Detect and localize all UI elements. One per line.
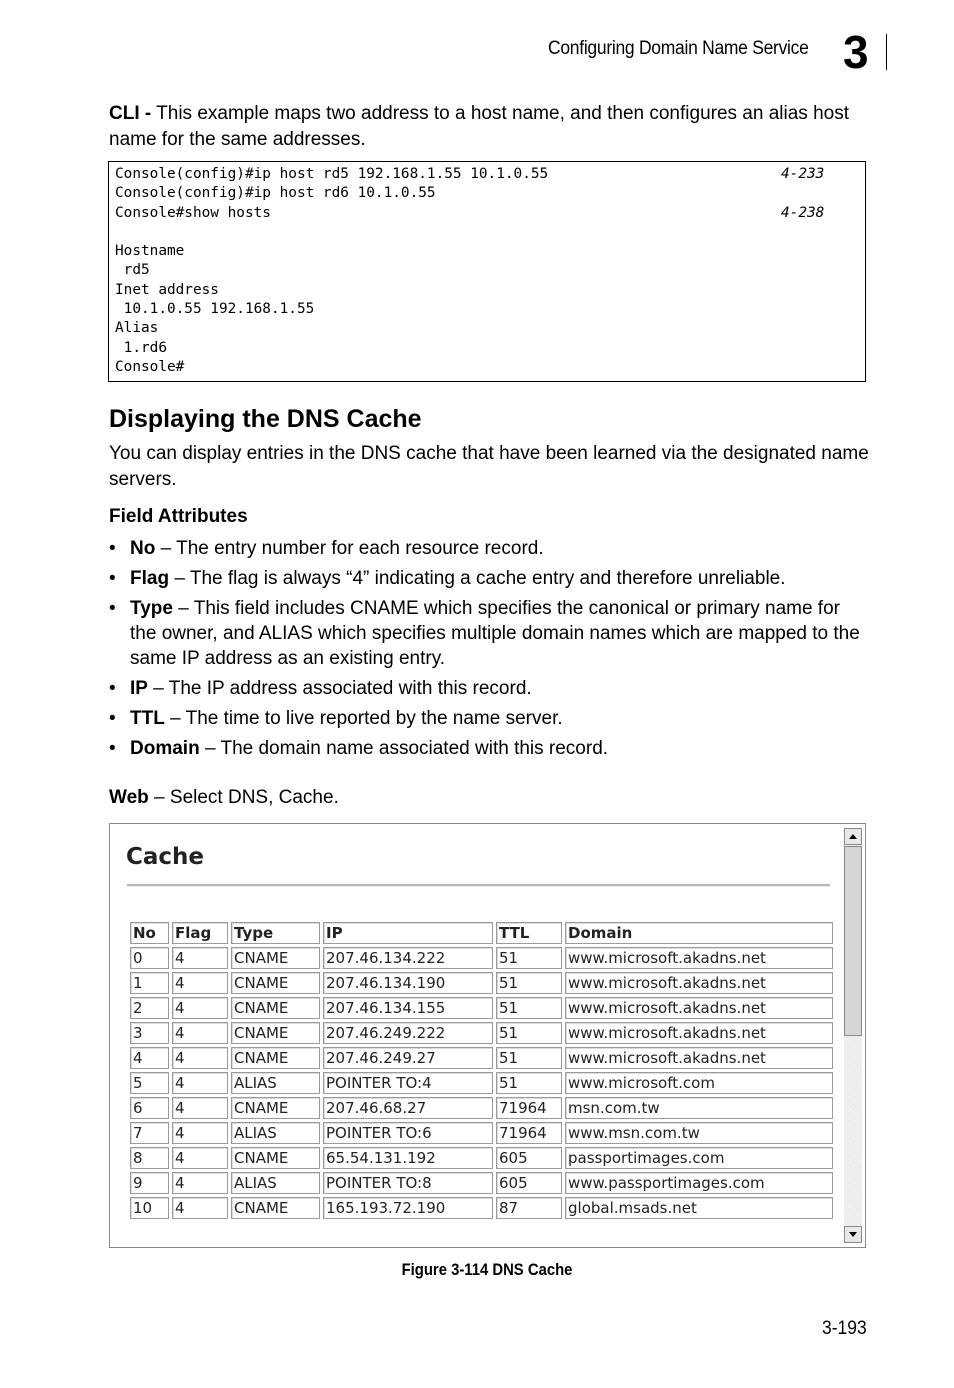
column-header: Type [231, 922, 320, 944]
attribute-description: – The entry number for each resource record. [155, 538, 544, 559]
title-divider [127, 884, 830, 887]
table-cell: 1 [130, 972, 169, 994]
code-text: Console#show hosts [115, 204, 271, 221]
table-row [130, 1197, 833, 1219]
table-cell: 51 [496, 1072, 562, 1094]
chapter-divider [886, 34, 887, 70]
table-cell: 10 [130, 1197, 169, 1219]
code-line [115, 204, 865, 223]
table-cell: msn.com.tw [565, 1097, 833, 1119]
table-row [130, 947, 833, 969]
column-header: No [130, 922, 169, 944]
column-header: Domain [565, 922, 833, 944]
table-cell: 4 [172, 1022, 228, 1044]
list-item [109, 596, 869, 671]
table-cell: www.microsoft.akadns.net [565, 997, 833, 1019]
attribute-term: Type [130, 598, 173, 619]
scrollbar-thumb[interactable] [844, 846, 862, 1036]
table-cell: 605 [496, 1147, 562, 1169]
table-cell: global.msads.net [565, 1197, 833, 1219]
table-cell: www.microsoft.akadns.net [565, 1047, 833, 1069]
attribute-description: – The flag is always “4” indicating a cache entry and therefore unreliable. [169, 568, 786, 589]
table-cell: www.microsoft.akadns.net [565, 947, 833, 969]
table-cell: 8 [130, 1147, 169, 1169]
code-line [115, 319, 865, 338]
column-header: IP [323, 922, 493, 944]
table-row [130, 1072, 833, 1094]
cli-code-block [108, 161, 866, 382]
attribute-term: TTL [130, 708, 165, 729]
section-intro: You can display entries in the DNS cache that have been learned via the designated name servers. [109, 443, 869, 490]
table-row [130, 1047, 833, 1069]
attribute-term: Domain [130, 738, 200, 759]
table-cell: 51 [496, 947, 562, 969]
list-item [109, 676, 869, 701]
table-cell: 207.46.134.155 [323, 997, 493, 1019]
code-text: 10.1.0.55 192.168.1.55 [115, 301, 315, 318]
table-cell: www.passportimages.com [565, 1172, 833, 1194]
table-cell: 9 [130, 1172, 169, 1194]
table-cell: 165.193.72.190 [323, 1197, 493, 1219]
scroll-down-button[interactable] [844, 1226, 862, 1243]
table-cell: www.microsoft.akadns.net [565, 972, 833, 994]
chapter-number: 3 [843, 26, 869, 78]
table-cell: CNAME [231, 1097, 320, 1119]
attribute-description: – This field includes CNAME which specifies the canonical or primary name for the owner, and ALIAS which specifies multiple domain names which are mapped to the same IP address as an existing entry. [130, 598, 860, 669]
code-line [115, 300, 865, 319]
code-text: Console(config)#ip host rd6 10.1.0.55 [115, 185, 436, 202]
web-instruction-text: – Select DNS, Cache. [148, 787, 339, 808]
table-cell: ALIAS [231, 1122, 320, 1144]
table-cell: www.microsoft.akadns.net [565, 1022, 833, 1044]
code-text: Alias [115, 320, 159, 337]
table-cell: 65.54.131.192 [323, 1147, 493, 1169]
table-cell: CNAME [231, 1022, 320, 1044]
table-row [130, 1122, 833, 1144]
list-item [109, 536, 869, 561]
figure-caption: Figure 3-114 DNS Cache [401, 1261, 573, 1279]
table-cell: ALIAS [231, 1072, 320, 1094]
table-header-row [130, 922, 833, 944]
field-attributes-list [109, 536, 869, 766]
list-item [109, 736, 869, 761]
table-cell: 4 [172, 1147, 228, 1169]
attribute-description: – The time to live reported by the name server. [164, 708, 563, 729]
table-cell: CNAME [231, 972, 320, 994]
table-row [130, 1097, 833, 1119]
code-page-reference: 4-233 [781, 166, 825, 182]
table-row [130, 1172, 833, 1194]
code-line [115, 261, 865, 280]
table-cell: 4 [172, 997, 228, 1019]
code-line [115, 358, 865, 377]
running-header-title: Configuring Domain Name Service [548, 38, 809, 59]
table-cell: ALIAS [231, 1172, 320, 1194]
list-item [109, 706, 869, 731]
table-cell: 6 [130, 1097, 169, 1119]
table-cell: 207.46.249.222 [323, 1022, 493, 1044]
attribute-term: No [130, 538, 156, 559]
table-row [130, 1147, 833, 1169]
table-cell: POINTER TO:4 [323, 1072, 493, 1094]
attribute-term: Flag [130, 568, 170, 589]
web-instruction [109, 785, 869, 811]
table-cell: 4 [172, 1172, 228, 1194]
table-cell: www.microsoft.com [565, 1072, 833, 1094]
table-cell: 4 [172, 1097, 228, 1119]
table-cell: 51 [496, 972, 562, 994]
code-text: rd5 [115, 262, 150, 279]
table-cell: CNAME [231, 1047, 320, 1069]
table-cell: 0 [130, 947, 169, 969]
field-attributes-heading: Field Attributes [109, 506, 248, 527]
code-line [115, 184, 865, 203]
arrow-down-icon [849, 1232, 857, 1237]
page-number: 3-193 [822, 1318, 867, 1339]
table-row [130, 972, 833, 994]
code-line [115, 281, 865, 300]
table-row [130, 1022, 833, 1044]
table-cell: 51 [496, 1022, 562, 1044]
table-cell: 5 [130, 1072, 169, 1094]
table-cell: 4 [172, 1122, 228, 1144]
table-cell: 207.46.134.190 [323, 972, 493, 994]
arrow-up-icon [849, 834, 857, 839]
code-text: 1.rd6 [115, 339, 167, 356]
code-line [115, 165, 865, 184]
scroll-up-button[interactable] [844, 828, 862, 845]
column-header: Flag [172, 922, 228, 944]
table-cell: 4 [172, 947, 228, 969]
table-cell: 71964 [496, 1097, 562, 1119]
attribute-term: IP [130, 678, 148, 699]
table-cell: CNAME [231, 947, 320, 969]
table-cell: 4 [172, 1197, 228, 1219]
table-cell: 4 [172, 1047, 228, 1069]
table-cell: 51 [496, 1047, 562, 1069]
code-line [115, 223, 865, 242]
table-cell: 4 [172, 972, 228, 994]
table-cell: passportimages.com [565, 1147, 833, 1169]
list-item [109, 566, 869, 591]
column-header: TTL [496, 922, 562, 944]
table-cell: CNAME [231, 1197, 320, 1219]
code-page-reference: 4-238 [781, 204, 825, 221]
table-cell: 87 [496, 1197, 562, 1219]
vertical-scrollbar[interactable] [844, 828, 862, 1243]
table-cell: 71964 [496, 1122, 562, 1144]
table-cell: 51 [496, 997, 562, 1019]
code-text: Console# [115, 358, 185, 375]
code-text: Hostname [115, 243, 185, 260]
code-line [115, 339, 865, 358]
dns-cache-screenshot [109, 823, 866, 1248]
table-cell: POINTER TO:8 [323, 1172, 493, 1194]
code-text: Console(config)#ip host rd5 192.168.1.55 10.1.0.55 [115, 166, 549, 182]
table-cell: CNAME [231, 1147, 320, 1169]
table-cell: POINTER TO:6 [323, 1122, 493, 1144]
table-cell: 7 [130, 1122, 169, 1144]
table-cell: 4 [172, 1072, 228, 1094]
table-row [130, 997, 833, 1019]
table-cell: 207.46.134.222 [323, 947, 493, 969]
table-cell: www.msn.com.tw [565, 1122, 833, 1144]
cli-label: CLI - [109, 103, 152, 124]
section-heading: Displaying the DNS Cache [109, 405, 422, 433]
cache-page-title: Cache [126, 844, 205, 870]
web-label: Web [109, 787, 149, 808]
table-cell: 3 [130, 1022, 169, 1044]
table-cell: 4 [130, 1047, 169, 1069]
table-cell: 2 [130, 997, 169, 1019]
table-cell: 207.46.68.27 [323, 1097, 493, 1119]
cli-intro-paragraph [109, 101, 869, 153]
attribute-description: – The domain name associated with this record. [199, 738, 609, 759]
table-cell: 207.46.249.27 [323, 1047, 493, 1069]
code-text: Inet address [115, 281, 219, 298]
cli-intro-text: This example maps two address to a host name, and then configures an alias host name for the same addresses. [109, 103, 849, 150]
dns-cache-table [127, 919, 836, 1222]
table-cell: 605 [496, 1172, 562, 1194]
attribute-description: – The IP address associated with this record. [147, 678, 532, 699]
table-cell: CNAME [231, 997, 320, 1019]
code-line [115, 242, 865, 261]
